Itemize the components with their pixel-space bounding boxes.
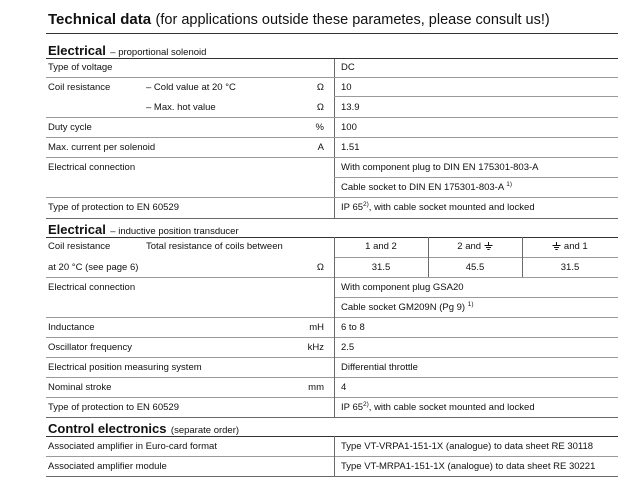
row-rule — [46, 58, 618, 59]
row-rule — [46, 237, 618, 238]
ground-icon — [484, 242, 493, 250]
row-rule — [46, 417, 618, 418]
row-unit: % — [315, 122, 324, 133]
row-rule — [46, 117, 618, 118]
section-subtitle: (separate order) — [170, 425, 240, 436]
row-rule — [334, 257, 618, 258]
row-rule — [334, 96, 618, 97]
row-rule — [46, 77, 618, 78]
row-rule — [334, 177, 618, 178]
section-title: Electrical — [48, 222, 106, 237]
title-rule — [46, 33, 618, 34]
footnote-ref: 2) — [363, 200, 369, 208]
section-subtitle: – inductive position transducer — [110, 226, 239, 237]
value-text: IP 65 — [341, 402, 364, 413]
column-head-2-ground — [428, 241, 522, 252]
row-value: With component plug to DIN EN 175301-803-A — [341, 162, 539, 173]
section-title: Control electronics — [48, 421, 167, 436]
row-value: 100 — [341, 122, 357, 133]
value-text: and 1 — [563, 241, 588, 252]
row-value — [341, 182, 512, 193]
row-rule — [46, 377, 618, 378]
row-value: With component plug GSA20 — [341, 282, 464, 293]
value-text: Cable socket to DIN EN 175301-803-A — [341, 182, 504, 193]
page-title-sub: (for applications outside these parametes, please consult us!) — [155, 12, 550, 28]
row-label: at 20 °C (see page 6) — [48, 262, 139, 273]
row-label: Electrical connection — [48, 282, 136, 293]
row-sublabel: – Max. hot value — [146, 102, 216, 113]
row-rule — [46, 137, 618, 138]
section-subtitle: – proportional solenoid — [110, 47, 207, 58]
row-unit: kHz — [307, 342, 324, 353]
value-text: , with cable socket mounted and locked — [368, 202, 535, 213]
column-head-1-2: 1 and 2 — [365, 241, 397, 252]
column-divider — [334, 58, 335, 218]
section-title: Electrical — [48, 43, 106, 58]
row-value: 6 to 8 — [341, 322, 365, 333]
row-value: 10 — [341, 82, 352, 93]
row-label: Duty cycle — [48, 122, 92, 133]
ground-icon — [552, 242, 561, 250]
row-value: 1.51 — [341, 142, 360, 153]
row-unit: Ω — [316, 102, 324, 113]
row-value — [341, 202, 535, 213]
row-unit: mm — [308, 382, 324, 393]
value-text: Cable socket GM209N (Pg 9) — [341, 302, 466, 313]
row-value: 45.5 — [465, 262, 485, 273]
row-rule — [46, 218, 618, 219]
row-value — [341, 302, 474, 313]
row-value: 31.5 — [371, 262, 391, 273]
column-head-ground-1 — [522, 241, 618, 252]
row-value: Type VT-VRPA1-151-1X (analogue) to data sheet RE 30118 — [341, 441, 594, 452]
row-rule — [334, 297, 618, 298]
column-divider — [334, 436, 335, 476]
row-value: Differential throttle — [341, 362, 418, 373]
row-value: 4 — [341, 382, 347, 393]
row-label: Coil resistance — [48, 241, 111, 252]
row-unit: mH — [309, 322, 324, 333]
value-text: , with cable socket mounted and locked — [368, 402, 535, 413]
row-unit: Ω — [316, 262, 324, 273]
row-rule — [46, 317, 618, 318]
row-value: 2.5 — [341, 342, 355, 353]
row-value: DC — [341, 62, 355, 73]
row-label: Type of protection to EN 60529 — [48, 402, 179, 413]
row-rule — [46, 397, 618, 398]
value-text: IP 65 — [341, 202, 364, 213]
row-label: Max. current per solenoid — [48, 142, 156, 153]
row-label: Oscillator frequency — [48, 342, 132, 353]
row-rule — [46, 337, 618, 338]
row-unit: A — [317, 142, 324, 153]
row-value: Type VT-MRPA1-151-1X (analogue) to data sheet RE 30221 — [341, 461, 596, 472]
page-title — [48, 11, 550, 29]
row-label: Electrical position measuring system — [48, 362, 202, 373]
row-value: 13.9 — [341, 102, 360, 113]
row-label: Inductance — [48, 322, 95, 333]
footnote-ref: 1) — [506, 180, 513, 188]
row-label: Coil resistance — [48, 82, 111, 93]
page-title-main: Technical data — [48, 11, 152, 28]
row-value — [341, 402, 535, 413]
row-label: Electrical connection — [48, 162, 136, 173]
row-rule — [46, 476, 618, 477]
row-label: Nominal stroke — [48, 382, 112, 393]
row-value: 31.5 — [560, 262, 580, 273]
row-sublabel: – Cold value at 20 °C — [146, 82, 236, 93]
row-sublabel: Total resistance of coils between — [146, 241, 283, 252]
row-rule — [46, 277, 618, 278]
row-label: Type of protection to EN 60529 — [48, 202, 179, 213]
row-unit: Ω — [316, 82, 324, 93]
value-text: 2 and — [457, 241, 482, 252]
row-label: Type of voltage — [48, 62, 113, 73]
row-rule — [46, 357, 618, 358]
row-label: Associated amplifier module — [48, 461, 167, 472]
row-rule — [46, 456, 618, 457]
row-rule — [46, 436, 618, 437]
footnote-ref: 2) — [363, 400, 369, 408]
row-rule — [46, 157, 618, 158]
row-rule — [46, 197, 618, 198]
row-label: Associated amplifier in Euro-card format — [48, 441, 217, 452]
footnote-ref: 1) — [467, 300, 474, 308]
